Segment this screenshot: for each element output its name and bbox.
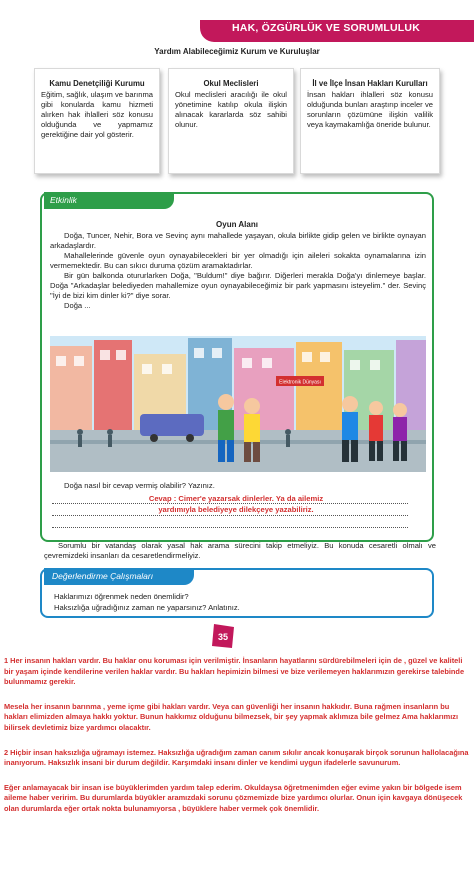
page-number-badge — [210, 624, 236, 650]
story-text — [50, 231, 426, 311]
card-title: Okul Meclisleri — [203, 79, 259, 88]
page-header-title: HAK, ÖZGÜRLÜK VE SORUMLULUK — [232, 22, 420, 34]
answer-dotted-line — [52, 527, 408, 528]
evaluation-question: Haksızlığa uğradığınız zaman ne yaparsınız? Anlatınız. — [54, 603, 240, 612]
note-paragraph: 2 Hiçbir insan haksızlığa uğramayı istemez. Haksızlığa uğradığım zaman canım sıkılır ancak konuşarak birçok sorunun hallolacağına inanıyorum. Haksızlık insani bir durum değildir. Karşımdaki insanı dinler ve kendimi uygun ifadelerle savunurum. — [4, 747, 469, 768]
activity-tab: Etkinlik — [44, 192, 174, 209]
answer-line: Cevap : Cimer'e yazarsak dinlerler. Ya da ailemiz — [148, 494, 324, 503]
card-title: İl ve İlçe İnsan Hakları Kurulları — [312, 79, 428, 88]
handwritten-answer — [64, 493, 408, 515]
note-paragraph: Mesela her insanın barınma , yeme içme gibi hakları vardır. Veya can güvenliği her insanın hakkıdır. Buna rağmen insanların bu hakları elimizden almaya hakkı yoktur. Bunun hakkımız olduğunu bilmezsek, bir şey yapmak aklımıza bile gelmez Ama haklarımızı bilirsek devletimiz bize yardımcı olacaktır. — [4, 701, 459, 732]
info-card-okul-meclisleri — [168, 68, 294, 174]
answer-line: yardımıyla belediyeye dilekçeye yazabiliriz. — [158, 505, 314, 514]
story-paragraph: Doğa, Tuncer, Nehir, Bora ve Sevinç aynı mahallede yaşayan, okula birlikte gidip gelen ve birlikte oynayan arkadaşlardır. — [50, 231, 426, 250]
answer-dotted-line — [52, 515, 408, 516]
note-paragraph: Eğer anlamayacak bir insan ise büyüklerimden yardım talep ederim. Okuldaysa öğretmenimden eğer evime yakın bir bölgede isem aileme haber veririm. Bu durumlarda büyükler aramızdaki sorunu çözmemizde bize yardımcı olurlar. Onun için kavgaya dönüşecek olan durumlarda eğer ortak nokta bulunamıyorsa , büyüklere haber vermek çok önemlidir. — [4, 782, 463, 813]
info-card-kamu-denetciligi — [34, 68, 160, 174]
closing-paragraph: Sorumlu bir vatandaş olarak yasal hak arama sürecini takip etmeliyiz. Bu konuda cesaretli olmalı ve çevremizdeki insanları da cesaretlendirmeliyiz. — [44, 541, 436, 560]
street-scene-illustration — [50, 336, 426, 472]
story-paragraph: Bir gün balkonda otururlarken Doğa, "Buldum!" diye bağırır. Diğerleri merakla Doğa'yı dinlemeye başlar. Doğa "Arkadaşlar belediyeden mahallemize oyun oynayabileceğimiz bir park yapmasını isteyelim." der. Sevinç "İyi de bizi kim dinler ki?" diye sorar. — [50, 271, 426, 300]
page-number: 35 — [217, 632, 229, 642]
answer-dotted-line — [52, 503, 408, 504]
story-paragraph: Doğa ... — [64, 301, 91, 310]
closing-text — [44, 541, 436, 561]
section-title: Yardım Alabileceğimiz Kurum ve Kuruluşlar — [154, 47, 320, 56]
card-body: İnsan hakları ihlalleri söz konusu olduğunda bunları araştırıp inceler ve sorunların çözümüne ilişkin valilik veya kaymakamlığa öneride bulunur. — [307, 90, 433, 129]
answer-notes — [4, 656, 472, 829]
shop-sign: Elektronik Dünyası — [279, 379, 321, 386]
card-body: Eğitim, sağlık, ulaşım ve barınma gibi konularda kamu hizmeti alırken hak ihlalleri söz konusu olduğunda ve yapmamız gerektiğine dair yol gösterir. — [41, 90, 153, 139]
info-card-insan-haklari-kurullari — [300, 68, 440, 174]
evaluation-question: Haklarımızı öğrenmek neden önemlidir? — [54, 592, 189, 601]
story-paragraph: Mahallelerinde güvenle oyun oynayabilecekleri bir yer olmadığı için aileleri sokakta oynamalarına izin vermemektedir. Bu can sıkıcı duruma çözüm aramaktadırlar. — [50, 251, 426, 270]
activity-question: Doğa nasıl bir cevap vermiş olabilir? Yazınız. — [64, 481, 215, 490]
evaluation-tab: Değerlendirme Çalışmaları — [44, 568, 194, 585]
card-body: Okul meclisleri aracılığı ile okul yönetimine katılıp okula ilişkin alınacak kararlarda söz sahibi olunur. — [175, 90, 287, 129]
note-paragraph: 1 Her insanın hakları vardır. Bu haklar onu koruması için verilmiştir. İnsanların hayatlarını sürdürebilmeleri için de , güzel ve kaliteli bir yaşam içinde kendilerine verilen haklar vardır. Bu hakları hepimizin bilmesi ve bize verilemeyen haklarımızın gerekirse talebinde bulunmamız gerekir. — [4, 656, 465, 687]
story-title: Oyun Alanı — [216, 220, 258, 229]
card-title: Kamu Denetçiliği Kurumu — [49, 79, 145, 88]
